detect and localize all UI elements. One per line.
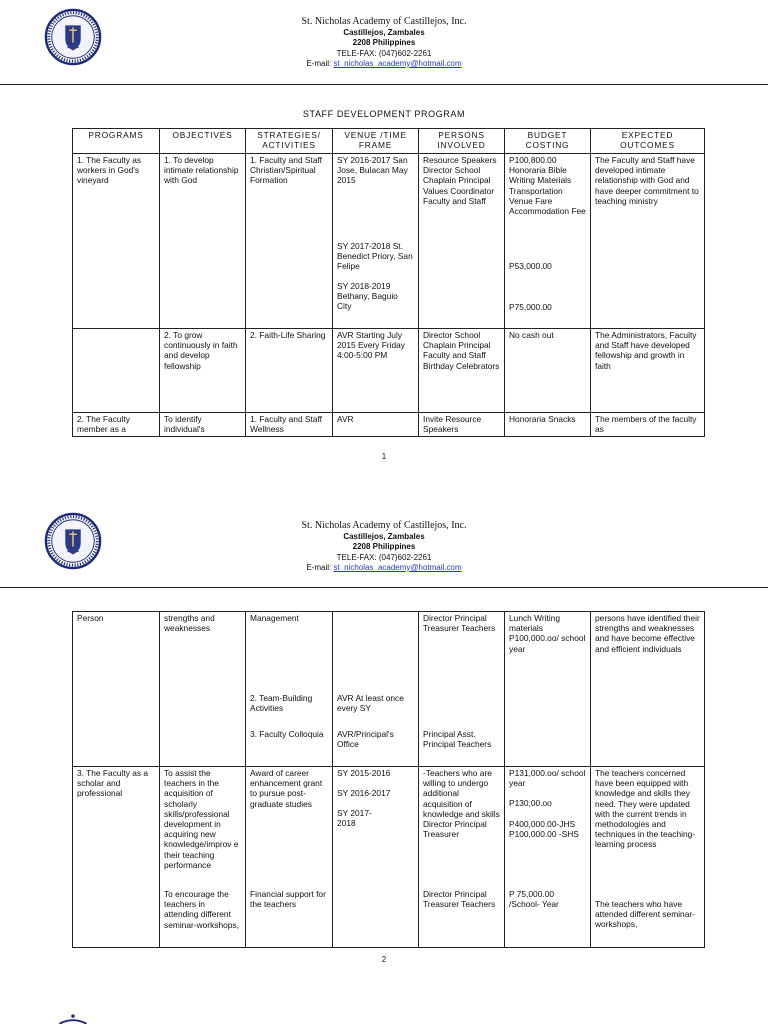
cell-venue: AVR Starting July 2015 Every Friday 4:00-5:00 PM — [333, 329, 419, 413]
email-link[interactable]: st_nicholas_academy@hotmail.com — [333, 563, 462, 572]
cell-budget: Lunch Writing materials P100,000.oo/ school year — [505, 612, 591, 767]
cell-persons — [419, 767, 505, 948]
table-header-row — [73, 129, 705, 154]
objective-encourage: To encourage the teachers in attending different seminar-workshops, — [164, 889, 239, 930]
cell-objective: To identify individual's — [160, 413, 246, 437]
venue-sy-2018: SY 2018-2019 Bethany, Baguio City — [337, 281, 398, 312]
venue-spacer — [337, 613, 414, 693]
cell-strategy — [246, 767, 333, 948]
persons-scholars: -Teachers who are willing to undergo additional acquisition of knowledge and skills Director Principal Treasurer — [423, 768, 500, 840]
school-town: Castillejos, Zambales — [343, 531, 425, 541]
email-line — [0, 59, 768, 70]
table-row — [73, 413, 705, 437]
budget-seminars: P 75,000.00 /School- Year — [509, 889, 559, 910]
header-strategies: STRATEGIES/ ACTIVITIES — [246, 129, 333, 154]
strategy-team-building: 2. Team-Building Activities — [250, 693, 313, 714]
header-persons: PERSONS INVOLVED — [419, 129, 505, 154]
cell-outcome — [591, 767, 705, 948]
header-programs: PROGRAMS — [73, 129, 160, 154]
outcome-equipped: The teachers concerned have been equipped with knowledge and skills they need. They were updated with the current trends in methodologies and techniques in the teaching-learning process — [595, 768, 696, 850]
page-number: 2 — [381, 955, 387, 964]
cell-objective: 1. To develop intimate relationship with God — [160, 154, 246, 329]
cell-outcome: The members of the faculty as — [591, 413, 705, 437]
cell-strategy: 1. Faculty and Staff Christian/Spiritual Formation — [246, 154, 333, 329]
persons-seminars: Director Principal Treasurer Teachers — [423, 889, 496, 910]
strategy-colloquia: 3. Faculty Colloquia — [250, 729, 324, 739]
cell-objective — [160, 767, 246, 948]
page-2 — [0, 504, 768, 1024]
cell-budget — [505, 154, 591, 329]
cell-objective: strengths and weaknesses — [160, 612, 246, 767]
cell-venue — [333, 612, 419, 767]
school-name: St. Nicholas Academy of Castillejos, Inc. — [301, 520, 467, 531]
header-budget: BUDGET COSTING — [505, 129, 591, 154]
cell-outcome: The Administrators, Faculty and Staff have developed fellowship and growth in faith — [591, 329, 705, 413]
school-town: Castillejos, Zambales — [343, 27, 425, 37]
persons-colloquia: Principal Asst. Principal Teachers — [423, 729, 492, 750]
cell-strategy: 2. Faith-Life Sharing — [246, 329, 333, 413]
table-row — [73, 767, 705, 948]
budget-grant: P131,000.oo/ school year — [509, 768, 586, 789]
venue-sy-2017: SY 2017-2018 — [337, 808, 372, 829]
venue-sy-2017: SY 2017-2018 St. Benedict Priory, San Felipe — [337, 241, 413, 272]
header-outcomes: EXPECTED OUTCOMES — [591, 129, 705, 154]
cell-strategy: 1. Faculty and Staff Wellness — [246, 413, 333, 437]
venue-colloquia: AVR/Principal's Office — [337, 729, 394, 750]
table-row — [73, 329, 705, 413]
header-venue: VENUE /TIME FRAME — [333, 129, 419, 154]
cell-persons: Resource Speakers Director School Chaplain Principal Values Coordinator Faculty and Staff — [419, 154, 505, 329]
venue-team-building: AVR At least once every SY — [337, 693, 404, 714]
email-label: E-mail: — [306, 59, 332, 68]
cell-venue: AVR — [333, 413, 419, 437]
page-1 — [0, 0, 768, 480]
strategy-career-grant: Award of career enhancement grant to pursue post-graduate studies — [250, 768, 323, 809]
cell-program — [73, 329, 160, 413]
objective-assist: To assist the teachers in the acquisition of scholarly skills/professional development in acquiring new knowledge/improv e their teaching performance — [164, 768, 239, 870]
cell-budget: No cash out — [505, 329, 591, 413]
table-row — [73, 154, 705, 329]
cell-program: 1. The Faculty as workers in God's vineyard — [73, 154, 160, 329]
email-label: E-mail: — [306, 563, 332, 572]
page-number: 1 — [381, 452, 387, 461]
school-name: St. Nicholas Academy of Castillejos, Inc. — [301, 16, 467, 27]
cell-program: Person — [73, 612, 160, 767]
cell-strategy — [246, 612, 333, 767]
header-rule — [0, 587, 768, 588]
cell-outcome: persons have identified their strengths and weaknesses and have become effective and efficient individuals — [591, 612, 705, 767]
header-rule — [0, 84, 768, 85]
strategy-management: Management — [250, 613, 299, 623]
cell-budget — [505, 767, 591, 948]
email-link[interactable]: st_nicholas_academy@hotmail.com — [333, 59, 462, 68]
school-zip: 2208 Philippines — [352, 38, 416, 47]
program-table-page-2 — [72, 611, 705, 948]
header-objectives: OBJECTIVES — [160, 129, 246, 154]
cell-budget: Honoraria Snacks — [505, 413, 591, 437]
venue-sy-2016: SY 2016-2017 San Jose, Bulacan May 2015 — [337, 155, 408, 186]
letterhead — [0, 521, 768, 574]
budget-jhs-shs: P400,000.00-JHS P100,000.00 -SHS — [509, 819, 579, 840]
cell-venue — [333, 154, 419, 329]
venue-sy-2016: SY 2016-2017 — [337, 788, 391, 798]
school-seal-icon — [44, 1012, 102, 1024]
document-title: STAFF DEVELOPMENT PROGRAM — [302, 109, 466, 119]
telefax: TELE-FAX: (047)602-2261 — [336, 552, 432, 562]
budget-items: P100,800.00 Honoraria Bible Writing Materials Transportation Venue Fare Accommodation Fee — [509, 155, 586, 217]
budget-amount-2018: P75,000.00 — [509, 302, 552, 312]
persons-management: Director Principal Treasurer Teachers — [423, 613, 496, 634]
program-table-page-1 — [72, 128, 705, 437]
cell-objective: 2. To grow continuously in faith and develop fellowship — [160, 329, 246, 413]
cell-program: 2. The Faculty member as a — [73, 413, 160, 437]
school-zip: 2208 Philippines — [352, 542, 416, 551]
strategy-financial-support: Financial support for the teachers — [250, 889, 326, 910]
outcome-seminars: The teachers who have attended different seminar-workshops, — [595, 899, 695, 930]
cell-persons: Invite Resource Speakers — [419, 413, 505, 437]
letterhead — [0, 17, 768, 70]
cell-persons — [419, 612, 505, 767]
email-line — [0, 563, 768, 574]
venue-sy-2015: SY 2015-2016 — [337, 768, 391, 778]
cell-persons: Director School Chaplain Principal Faculty and Staff Birthday Celebrators — [419, 329, 505, 413]
cell-program: 3. The Faculty as a scholar and professional — [73, 767, 160, 948]
cell-venue — [333, 767, 419, 948]
cell-outcome: The Faculty and Staff have developed intimate relationship with God and have deeper commitment to teaching ministry — [591, 154, 705, 329]
table-row — [73, 612, 705, 767]
budget-amount-2017: P53,000.00 — [509, 261, 552, 271]
telefax: TELE-FAX: (047)602-2261 — [336, 48, 432, 58]
budget-2016: P130,00.oo — [509, 798, 552, 808]
